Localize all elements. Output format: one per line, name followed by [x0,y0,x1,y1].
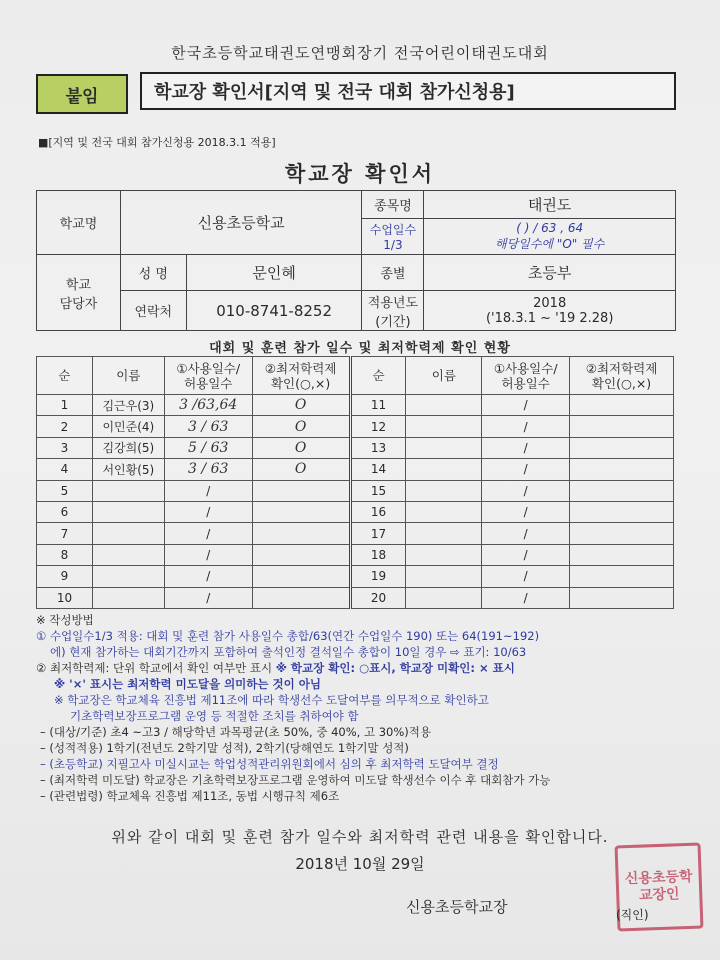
official-seal-stamp: 신용초등학교장인 [615,843,704,932]
table-row [37,437,674,458]
teacher-label-1: 학교 [65,277,91,293]
event-label: 종목명 [362,191,424,219]
guide-line-3 [36,660,686,676]
row-no: 2 [37,416,93,437]
row-name-2 [406,501,482,522]
col-min-2: 확인(○,×) [270,375,331,391]
guide-line-3b: ※ 학교장 확인: ○표시, 학교장 미확인: × 표시 [275,661,515,675]
row-name-2 [406,523,482,544]
row-days-2: / [482,544,570,565]
guide-line-9: – (초등학교) 지필고사 미실시교는 학업성적관리위원회에서 심의 후 최저학력 도달여부 결정 [40,757,499,771]
row-min-2 [570,416,674,437]
row-days: / [164,480,252,501]
row-days: 3 / 63 [164,416,252,437]
row-name: 김근우(3) [92,395,164,416]
col-days-2-1: ①사용일수/ [493,360,558,376]
year-label-2: (기간) [375,314,411,330]
guide-line-3a: ② 최저학력제: 단위 학교에서 확인 여부만 표시 [36,661,276,675]
guide-line-5: ※ 학교장은 학교체육 진흥법 제11조에 따라 학생선수 도달여부를 의무적으로 확인하고 [54,693,489,707]
row-no: 8 [37,544,93,565]
row-no-2: 19 [350,566,406,587]
row-days: / [164,523,252,544]
col-no-2: 순 [350,357,406,395]
col-days-2 [482,357,570,395]
status-title: 대회 및 훈련 참가 일수 및 최저학력제 확인 현황 [209,341,511,356]
row-no-2: 18 [350,544,406,565]
guide-line-7: – (대상/기준) 초4 ~고3 / 해당학년 과목평균(초 50%, 중 40%, 고 30%)적용 [40,725,431,739]
col-name: 이름 [92,357,164,395]
row-days: / [164,587,252,608]
row-name: 김강희(5) [92,437,164,458]
school-name: 신용초등학교 [120,191,362,255]
writing-guide [36,612,686,804]
guide-line-4: ※ '×' 표시는 최저학력 미도달을 의미하는 것이 아님 [54,677,321,691]
school-label: 학교명 [37,191,121,255]
row-days-2: / [482,566,570,587]
row-min [252,501,350,522]
table-row [37,459,674,480]
issue-date: 2018년 10월 29일 [295,855,425,873]
row-days-2: / [482,416,570,437]
table-row [37,587,674,608]
row-name [92,501,164,522]
row-name [92,544,164,565]
row-min: O [252,416,350,437]
event-value: 태권도 [424,191,676,219]
col-no: 순 [37,357,93,395]
row-days-2: / [482,501,570,522]
row-no-2: 16 [350,501,406,522]
row-days: / [164,501,252,522]
school-days-fraction: ( ) / 63 , 64 [516,221,584,235]
row-no: 5 [37,480,93,501]
name-label: 성 명 [120,255,186,291]
row-name [92,480,164,501]
row-min-2 [570,459,674,480]
table-row [37,501,674,522]
row-min-2 [570,523,674,544]
application-note: ■[지역 및 전국 대회 참가신청용 2018.3.1 적용] [38,136,276,149]
row-min: O [252,437,350,458]
col-days-2-2: 허용일수 [501,375,550,391]
school-days-value [424,219,676,255]
col-name-2: 이름 [406,357,482,395]
category-label: 종별 [362,255,424,291]
row-min [252,480,350,501]
contact-label: 연락처 [120,291,186,331]
row-name: 서인황(5) [92,459,164,480]
year-value [424,291,676,331]
col-days-1: ①사용일수/ [176,360,241,376]
row-name [92,523,164,544]
main-title: 학교장 확인서 [284,162,436,186]
row-days: / [164,544,252,565]
row-no-2: 12 [350,416,406,437]
col-min-1: ②최저학력제 [264,360,337,376]
row-days-2: / [482,523,570,544]
row-no: 10 [37,587,93,608]
row-days: / [164,566,252,587]
table-row [37,544,674,565]
row-no: 7 [37,523,93,544]
col-min-2 [570,357,674,395]
status-table [36,356,674,609]
teacher-name: 문인혜 [186,255,362,291]
contact-value: 010-8741-8252 [186,291,362,331]
attachment-tag: 붙임 [36,74,128,114]
school-days-label-1: 수업일수 [369,223,417,237]
guide-line-8: – (성적적용) 1학기(전년도 2학기말 성적), 2학기(당해연도 1학기말 성적) [40,741,409,755]
row-min-2 [570,395,674,416]
row-name-2 [406,587,482,608]
seal-mark: (직인) [616,908,649,922]
col-days [164,357,252,395]
teacher-label-2: 담당자 [59,296,98,312]
table-row [37,523,674,544]
guide-line-1: ① 수업일수1/3 적용: 대회 및 훈련 참가 사용일수 총합/63(연간 수업일수 190) 또는 64(191~192) [36,629,540,643]
row-min-2 [570,566,674,587]
row-no: 3 [37,437,93,458]
guide-line-2: 에) 현재 참가하는 대회기간까지 포함하여 출석인정 결석일수 총합이 10일 경우 ⇨ 표기: 10/63 [50,645,527,659]
row-name-2 [406,459,482,480]
row-name-2 [406,480,482,501]
row-min-2 [570,587,674,608]
row-min-2 [570,544,674,565]
guide-line-10: – (최저학력 미도달) 학교장은 기초학력보장프로그램 운영하여 미도달 학생선수 이수 후 대회참가 가능 [40,773,551,787]
guide-line-6: 기초학력보장프로그램 운영 등 적절한 조치를 취하여야 함 [70,709,359,723]
row-name-2 [406,437,482,458]
row-no-2: 11 [350,395,406,416]
row-min-2 [570,437,674,458]
principal-name: 신용초등학교장 [406,898,508,916]
confirmation-statement: 위와 같이 대회 및 훈련 참가 일수와 최저학력 관련 내용을 확인합니다. [111,828,609,846]
col-min-2-2: 확인(○,×) [591,375,652,391]
school-days-label [362,219,424,255]
school-days-note: 해당일수에 "O" 필수 [495,237,605,251]
row-no-2: 20 [350,587,406,608]
row-days: 3 /63,64 [164,395,252,416]
col-days-2: 허용일수 [184,375,233,391]
col-min [252,357,350,395]
row-name [92,587,164,608]
teacher-label [37,255,121,331]
info-table [36,190,676,331]
row-no: 4 [37,459,93,480]
row-no-2: 14 [350,459,406,480]
row-min-2 [570,501,674,522]
organization-title: 한국초등학교태권도연맹회장기 전국어린이태권도대회 [171,44,549,62]
table-row [37,416,674,437]
category-value: 초등부 [424,255,676,291]
row-days-2: / [482,437,570,458]
row-no-2: 15 [350,480,406,501]
row-days: 5 / 63 [164,437,252,458]
row-name-2 [406,544,482,565]
row-no: 6 [37,501,93,522]
row-min [252,544,350,565]
row-days-2: / [482,587,570,608]
row-name-2 [406,566,482,587]
row-name: 이민준(4) [92,416,164,437]
row-min: O [252,459,350,480]
row-min-2 [570,480,674,501]
row-no: 9 [37,566,93,587]
row-days-2: / [482,480,570,501]
guide-heading: ※ 작성방법 [36,613,94,627]
year-label [362,291,424,331]
school-days-label-2: 1/3 [383,238,403,252]
year-value-1: 2018 [533,295,567,311]
table-row [37,395,674,416]
row-days-2: / [482,459,570,480]
row-days: 3 / 63 [164,459,252,480]
guide-line-11: – (관련법령) 학교체육 진흥법 제11조, 동법 시행규칙 제6조 [40,789,340,803]
row-no: 1 [37,395,93,416]
col-min-2-1: ②최저학력제 [585,360,658,376]
row-name-2 [406,416,482,437]
row-name [92,566,164,587]
year-value-2: ('18.3.1 ~ '19 2.28) [485,310,614,326]
table-row [37,566,674,587]
year-label-1: 적용년도 [367,295,419,311]
document-title: 학교장 확인서[지역 및 전국 대회 참가신청용] [140,72,676,110]
row-min [252,566,350,587]
row-min: O [252,395,350,416]
row-days-2: / [482,395,570,416]
row-min [252,523,350,544]
row-no-2: 17 [350,523,406,544]
row-min [252,587,350,608]
table-row [37,480,674,501]
row-name-2 [406,395,482,416]
row-no-2: 13 [350,437,406,458]
